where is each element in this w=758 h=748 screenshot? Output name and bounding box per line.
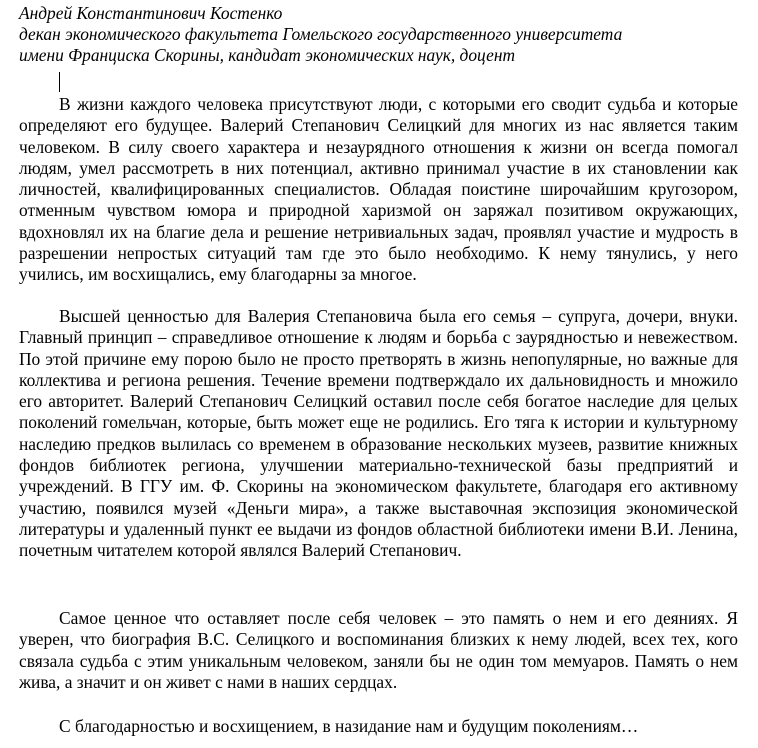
author-name: Андрей Константинович Костенко [19,3,283,23]
body-paragraph-2: Высшей ценностью для Валерия Степановича была его семья – супруга, дочери, внуки. Главный принцип – справедливое отношение к людям и борьба с заурядностью и невежеством. По этой причине ему порою было не просто претворять в жизнь непопулярные, но важные для коллектива и региона решения. Течение времени подтверждало их дальновидность и множило его авторитет. Валерий Степанович Селицкий оставил после себя богатое наследие для целых поколений гомельчан, которые, быть может еще не родились. Его тяга к истории и культурному наследию предков вылилась со временем в образование нескольких музеев, развитие книжных фондов библиотек региона, улучшении материально-технической базы предприятий и учреждений. В ГГУ им. Ф. Скорины на экономическом факультете, благодаря его активному участию, появился музей «Деньги мира», а также выставочная экспозиция экономической литературы и удаленный пункт ее выдачи из фондов областной библиотеки имени В.И. Ленина, почетным читателем которой являлся Валерий Степанович. [19,306,738,561]
author-position-line-2: имени Франциска Скорины, кандидат экономических наук, доцент [19,45,516,65]
body-paragraph-1: В жизни каждого человека присутствуют люди, с которыми его сводит судьба и которые определяют его будущее. Валерий Степанович Селицкий для многих из нас является таким человеком. В силу своего характера и незаурядного отношения к жизни он всегда помогал людям, умел рассмотреть в них потенциал, активно принимал участие в их становлении как личностей, квалифицированных специалистов. Обладая поистине широчайшим кругозором, отменным чувством юмора и природной харизмой он заряжал позитивом окружающих, вдохновлял их на благие дела и решение нетривиальных задач, проявлял участие и мудрость в разрешении непростых ситуаций там где это было необходимо. К нему тянулись, у него учились, им восхищались, ему благодарны за многое. [19,94,738,285]
author-position-line-1: декан экономического факультета Гомельского государственного университета [19,24,623,44]
body-paragraph-3: Самое ценное что оставляет после себя человек – это память о нем и его деяниях. Я уверен, что биография В.С. Селицкого и воспоминания близких к нему людей, всех тех, кого связала судьба с этим уникальным человеком, заняли бы не один том мемуаров. Память о нем жива, а значит и он живет с нами в наших сердцах. [19,608,738,692]
closing-line: С благодарностью и восхищением, в назидание нам и будущим поколениям… [59,716,639,736]
author-signature-block [19,3,738,66]
text-cursor [59,72,60,92]
document-page [19,3,738,736]
